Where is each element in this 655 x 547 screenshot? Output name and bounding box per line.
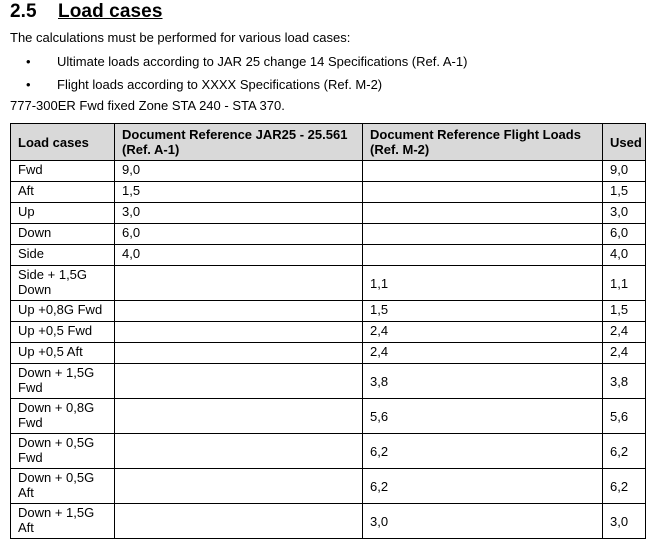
cell-used-value: 1,1 <box>603 266 646 301</box>
cell-load-case: Up +0,5 Aft <box>11 343 115 364</box>
bullet-icon: • <box>26 77 31 92</box>
cell-flight-value <box>363 203 603 224</box>
cell-load-case: Fwd <box>11 161 115 182</box>
bullet-item <box>26 54 467 69</box>
cell-used-value: 6,2 <box>603 469 646 504</box>
load-cases-table <box>10 123 646 539</box>
table-row <box>11 469 646 504</box>
cell-jar-value <box>115 322 363 343</box>
cell-flight-value: 3,8 <box>363 364 603 399</box>
section-heading <box>10 1 163 23</box>
table-row <box>11 224 646 245</box>
cell-used-value: 5,6 <box>603 399 646 434</box>
bullet-text: Ultimate loads according to JAR 25 change 14 Specifications (Ref. A-1) <box>57 54 468 69</box>
cell-used-value: 1,5 <box>603 301 646 322</box>
cell-jar-value: 9,0 <box>115 161 363 182</box>
table-row <box>11 504 646 539</box>
table-row <box>11 266 646 301</box>
table-row <box>11 203 646 224</box>
bullet-item <box>26 77 382 92</box>
table-row <box>11 364 646 399</box>
cell-used-value: 3,0 <box>603 504 646 539</box>
table-row <box>11 161 646 182</box>
cell-used-value: 9,0 <box>603 161 646 182</box>
table-row <box>11 343 646 364</box>
table-row <box>11 182 646 203</box>
cell-load-case: Down + 0,5G Aft <box>11 469 115 504</box>
header-used: Used <box>603 124 646 161</box>
cell-flight-value: 5,6 <box>363 399 603 434</box>
table-header-row <box>11 124 646 161</box>
cell-load-case: Up <box>11 203 115 224</box>
cell-flight-value: 6,2 <box>363 434 603 469</box>
table-row <box>11 301 646 322</box>
header-flight-reference: Document Reference Flight Loads (Ref. M-2) <box>363 124 603 161</box>
bullet-icon: • <box>26 54 31 69</box>
cell-load-case: Down + 1,5G Fwd <box>11 364 115 399</box>
cell-jar-value <box>115 434 363 469</box>
zone-text: 777-300ER Fwd fixed Zone STA 240 - STA 370. <box>10 98 285 113</box>
cell-flight-value: 6,2 <box>363 469 603 504</box>
cell-used-value: 6,0 <box>603 224 646 245</box>
cell-flight-value: 2,4 <box>363 343 603 364</box>
cell-used-value: 3,0 <box>603 203 646 224</box>
table-row <box>11 245 646 266</box>
header-load-cases: Load cases <box>11 124 115 161</box>
intro-text: The calculations must be performed for various load cases: <box>10 30 351 45</box>
cell-load-case: Down + 0,8G Fwd <box>11 399 115 434</box>
cell-load-case: Side + 1,5G Down <box>11 266 115 301</box>
cell-load-case: Aft <box>11 182 115 203</box>
cell-load-case: Down <box>11 224 115 245</box>
section-title: Load cases <box>58 1 163 22</box>
cell-used-value: 6,2 <box>603 434 646 469</box>
cell-jar-value: 3,0 <box>115 203 363 224</box>
cell-flight-value <box>363 245 603 266</box>
cell-flight-value <box>363 224 603 245</box>
cell-used-value: 4,0 <box>603 245 646 266</box>
cell-jar-value <box>115 469 363 504</box>
cell-flight-value <box>363 182 603 203</box>
cell-used-value: 1,5 <box>603 182 646 203</box>
cell-jar-value: 1,5 <box>115 182 363 203</box>
section-number: 2.5 <box>10 1 37 22</box>
cell-flight-value: 1,1 <box>363 266 603 301</box>
cell-jar-value <box>115 266 363 301</box>
header-jar-reference: Document Reference JAR25 - 25.561 (Ref. A-1) <box>115 124 363 161</box>
cell-load-case: Up +0,8G Fwd <box>11 301 115 322</box>
cell-jar-value <box>115 399 363 434</box>
table-row <box>11 434 646 469</box>
cell-flight-value: 3,0 <box>363 504 603 539</box>
cell-jar-value: 6,0 <box>115 224 363 245</box>
cell-jar-value: 4,0 <box>115 245 363 266</box>
cell-used-value: 2,4 <box>603 322 646 343</box>
cell-jar-value <box>115 301 363 322</box>
cell-load-case: Up +0,5 Fwd <box>11 322 115 343</box>
cell-used-value: 2,4 <box>603 343 646 364</box>
cell-jar-value <box>115 343 363 364</box>
cell-used-value: 3,8 <box>603 364 646 399</box>
cell-load-case: Down + 0,5G Fwd <box>11 434 115 469</box>
cell-flight-value <box>363 161 603 182</box>
cell-jar-value <box>115 504 363 539</box>
table-row <box>11 322 646 343</box>
cell-flight-value: 1,5 <box>363 301 603 322</box>
cell-flight-value: 2,4 <box>363 322 603 343</box>
table-row <box>11 399 646 434</box>
bullet-text: Flight loads according to XXXX Specifications (Ref. M-2) <box>57 77 383 92</box>
cell-load-case: Side <box>11 245 115 266</box>
cell-jar-value <box>115 364 363 399</box>
cell-load-case: Down + 1,5G Aft <box>11 504 115 539</box>
